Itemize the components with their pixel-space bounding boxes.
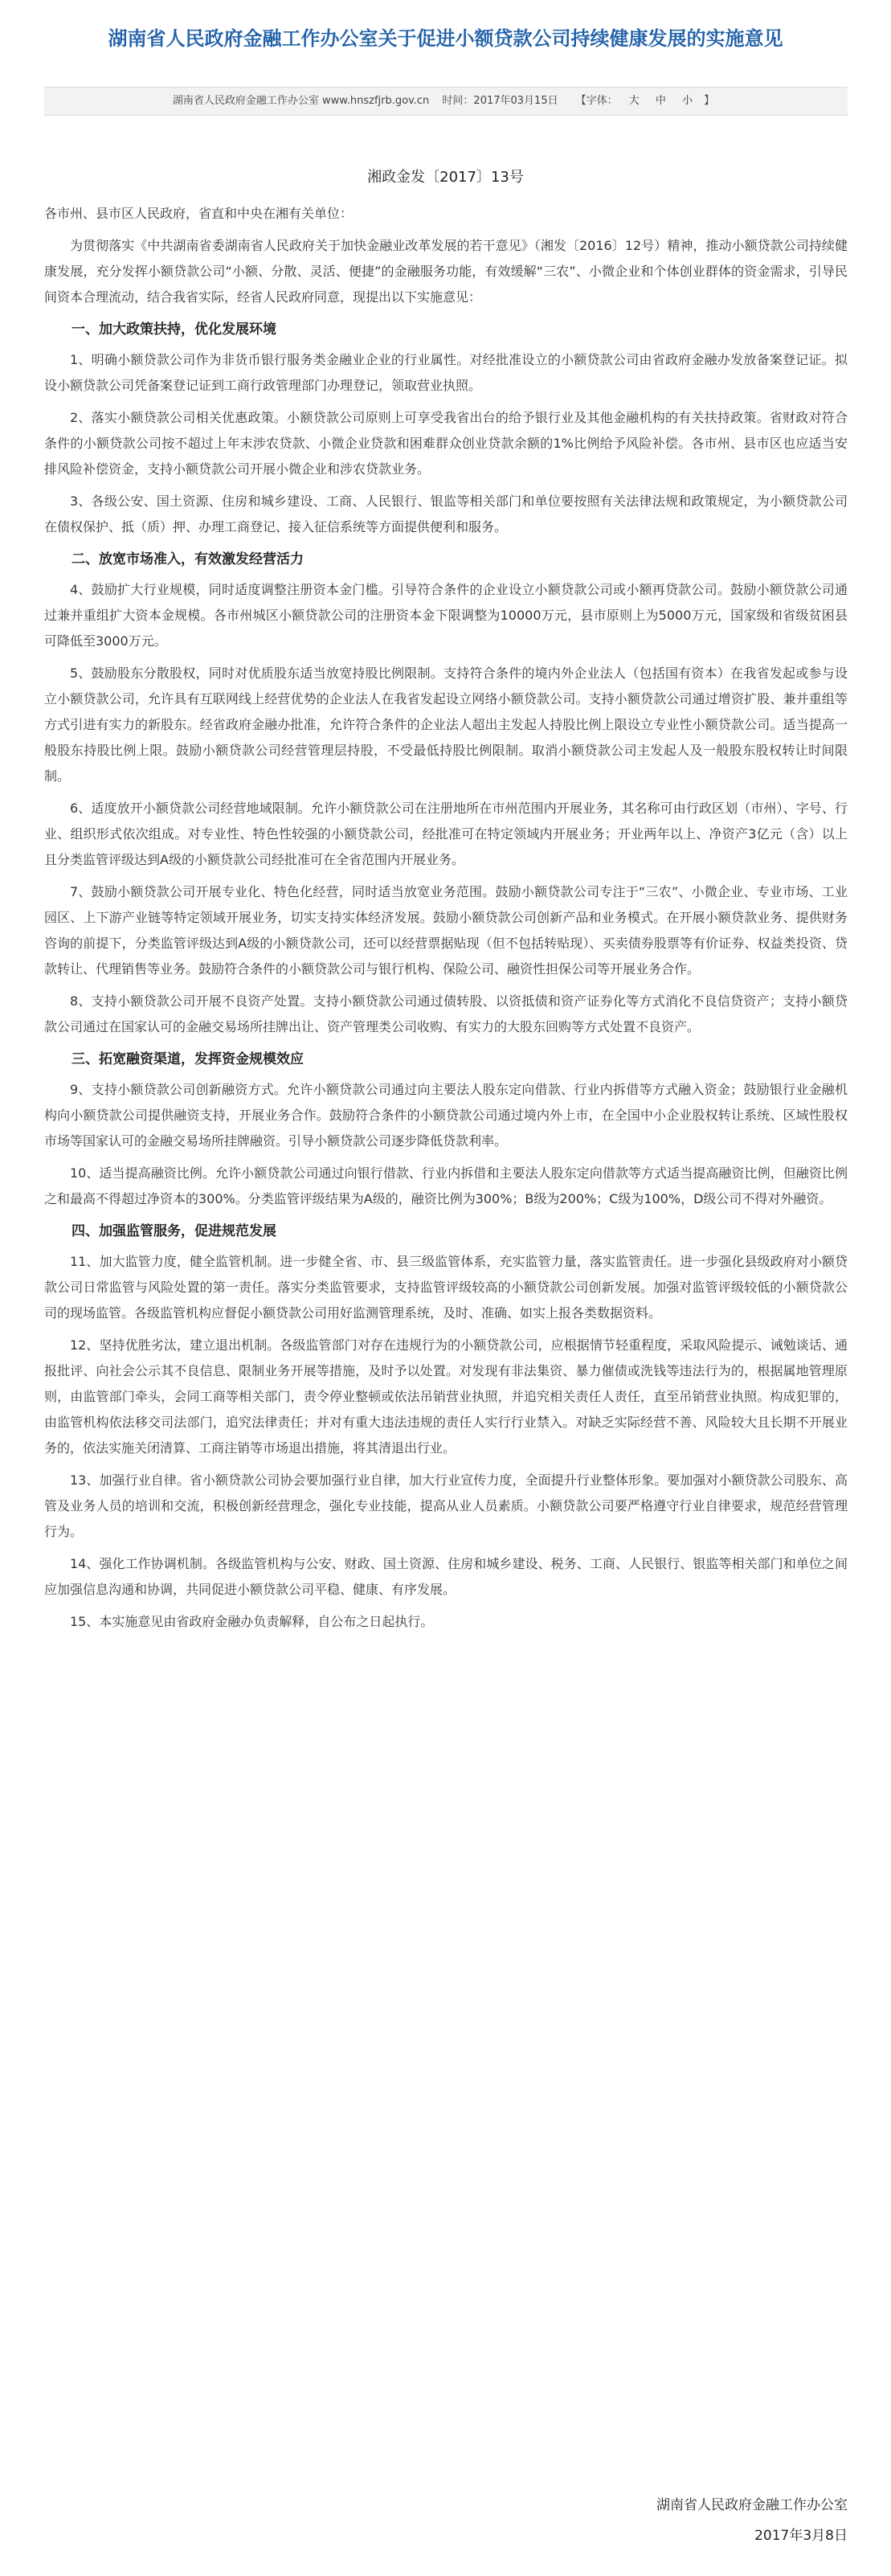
meta-bar <box>44 87 848 116</box>
paragraph: 4、鼓励扩大行业规模，同时适度调整注册资本金门槛。引导符合条件的企业设立小额贷款公司或小额再贷款公司。鼓励小额贷款公司通过兼并重组扩大资本金规模。各市州城区小额贷款公司的注册资本金下限调整为10000万元，县市原则上为5000万元，国家级和省级贫困县可降低至3000万元。 <box>44 582 848 649</box>
paragraph: 7、鼓励小额贷款公司开展专业化、特色化经营，同时适当放宽业务范围。鼓励小额贷款公司专注于“三农”、小微企业、专业市场、工业园区、上下游产业链等特定领域开展业务，切实支持实体经济发展。鼓励小额贷款公司创新产品和业务模式。在开展小额贷款业务、提供财务咨询的前提下，分类监管评级达到A级的小额贷款公司，还可以经营票据贴现（但不包括转贴现）、买卖债券股票等有价证券、权益类投资、贷款转让、代理销售等业务。鼓励符合条件的小额贷款公司与银行机构、保险公司、融资性担保公司等开展业务合作。 <box>44 884 848 977</box>
paragraph: 12、坚持优胜劣汰，建立退出机制。各级监管部门对存在违规行为的小额贷款公司，应根据情节轻重程度，采取风险提示、诫勉谈话、通报批评、向社会公示其不良信息、限制业务开展等措施，及时予以处置。对发现有非法集资、暴力催债或洗钱等违法行为的，根据属地管理原则，由监管部门牵头，会同工商等相关部门，责令停业整顿或依法吊销营业执照，并追究相关责任人责任，直至吊销营业执照。构成犯罪的，由监管机构依法移交司法部门，追究法律责任；并对有重大违法违规的责任人实行行业禁入。对缺乏实际经营不善、风险较大且长期不开展业务的，依法实施关闭清算、工商注销等市场退出措施，将其清退出行业。 <box>44 1337 848 1456</box>
publish-time: 时间：2017年03月15日 <box>442 95 558 107</box>
font-size-label: 【字体： <box>575 95 618 107</box>
font-medium-button[interactable]: 中 <box>655 95 666 107</box>
paragraph: 5、鼓励股东分散股权，同时对优质股东适当放宽持股比例限制。支持符合条件的境内外企业法人（包括国有资本）在我省发起或参与设立小额贷款公司，允许具有互联网线上经营优势的企业法人在我省发起设立网络小额贷款公司。支持小额贷款公司通过增资扩股、兼并重组等方式引进有实力的新股东。经省政府金融办批准，允许符合条件的企业法人超出主发起人持股比例上限设立专业性小额贷款公司。适当提高一般股东持股比例上限。鼓励小额贷款公司经营管理层持股，不受最低持股比例限制。取消小额贷款公司主发起人及一般股东股权转让时间限制。 <box>44 666 848 784</box>
paragraph: 10、适当提高融资比例。允许小额贷款公司通过向银行借款、行业内拆借和主要法人股东定向借款等方式适当提高融资比例，但融资比例之和最高不得超过净资本的300%。分类监管评级结果为A级的，融资比例为300%；B级为200%；C级为100%，D级公司不得对外融资。 <box>44 1165 848 1206</box>
signature-date: 2017年3月8日 <box>754 2528 848 2544</box>
paragraph: 11、加大监管力度，健全监管机制。进一步健全省、市、县三级监管体系，充实监管力量，落实监管责任。进一步强化县级政府对小额贷款公司日常监管与风险处置的第一责任。落实分类监管要求，支持监管评级较高的小额贷款公司创新发展。加强对监管评级较低的小额贷款公司的现场监管。各级监管机构应督促小额贷款公司用好监测管理系统，及时、准确、如实上报各类数据资料。 <box>44 1254 848 1321</box>
section-heading: 二、放宽市场准入，有效激发经营活力 <box>72 551 304 567</box>
paragraph: 3、各级公安、国土资源、住房和城乡建设、工商、人民银行、银监等相关部门和单位要按照有关法律法规和政策规定，为小额贷款公司在债权保护、抵（质）押、办理工商登记、接入征信系统等方面提供便利和服务。 <box>44 493 848 534</box>
section-heading: 三、拓宽融资渠道，发挥资金规模效应 <box>72 1051 304 1067</box>
document-body <box>44 201 848 1641</box>
recipients: 各市州、县市区人民政府，省直和中央在湘有关单位： <box>44 206 354 221</box>
paragraph: 14、强化工作协调机制。各级监管机构与公安、财政、国土资源、住房和城乡建设、税务、工商、人民银行、银监等相关部门和单位之间应加强信息沟通和协调，共同促进小额贷款公司平稳、健康、有序发展。 <box>44 1556 848 1597</box>
signature-block <box>656 2490 848 2551</box>
paragraph: 9、支持小额贷款公司创新融资方式。允许小额贷款公司通过向主要法人股东定向借款、行业内拆借等方式融入资金；鼓励银行业金融机构向小额贷款公司提供融资支持，开展业务合作。鼓励符合条件的小额贷款公司通过境内外上市，在全国中小企业股权转让系统、区域性股权市场等国家认可的金融交易场所挂牌融资。引导小额贷款公司逐步降低贷款利率。 <box>44 1082 848 1149</box>
paragraph: 13、加强行业自律。省小额贷款公司协会要加强行业自律，加大行业宣传力度，全面提升行业整体形象。要加强对小额贷款公司股东、高管及业务人员的培训和交流，积极创新经营理念，强化专业技能，提高从业人员素质。小额贷款公司要严格遵守行业自律要求，规范经营管理行为。 <box>44 1472 848 1539</box>
source-text: 湖南省人民政府金融工作办公室 www.hnszfjrb.gov.cn <box>172 95 430 107</box>
paragraph: 2、落实小额贷款公司相关优惠政策。小额贷款公司原则上可享受我省出台的给予银行业及其他金融机构的有关扶持政策。省财政对符合条件的小额贷款公司按不超过上年末涉农贷款、小微企业贷款和困难群众创业贷款余额的1%比例给予风险补偿。各市州、县市区也应适当安排风险补偿资金，支持小额贷款公司开展小微企业和涉农贷款业务。 <box>44 410 848 477</box>
paragraph: 8、支持小额贷款公司开展不良资产处置。支持小额贷款公司通过债转股、以资抵债和资产证券化等方式消化不良信贷资产；支持小额贷款公司通过在国家认可的金融交易场所挂牌出让、资产管理类公司收购、有实力的大股东回购等方式处置不良资产。 <box>44 993 848 1034</box>
section-heading: 一、加大政策扶持，优化发展环境 <box>72 321 276 338</box>
document-number: 湘政金发〔2017〕13号 <box>367 169 524 186</box>
font-small-button[interactable]: 小 <box>682 95 693 107</box>
section-heading: 四、加强监管服务，促进规范发展 <box>72 1223 276 1239</box>
font-large-button[interactable]: 大 <box>628 95 640 107</box>
font-size-control <box>571 88 719 115</box>
intro-paragraph: 为贯彻落实《中共湖南省委湖南省人民政府关于加快金融业改革发展的若干意见》（湘发〔2016〕12号）精神，推动小额贷款公司持续健康发展，充分发挥小额贷款公司“小额、分散、灵活、便捷”的金融服务功能，有效缓解“三农”、小微企业和个体创业群体的资金需求，引导民间资本合理流动，结合我省实际，经省人民政府同意，现提出以下实施意见： <box>44 238 848 305</box>
paragraph: 15、本实施意见由省政府金融办负责解释，自公布之日起执行。 <box>70 1614 434 1629</box>
paragraph: 1、明确小额贷款公司作为非货币银行服务类金融业企业的行业属性。对经批准设立的小额贷款公司由省政府金融办发放备案登记证。拟设小额贷款公司凭备案登记证到工商行政管理部门办理登记，领取营业执照。 <box>44 352 848 393</box>
paragraph: 6、适度放开小额贷款公司经营地域限制。允许小额贷款公司在注册地所在市州范围内开展业务，其名称可由行政区划（市州）、字号、行业、组织形式依次组成。对专业性、特色性较强的小额贷款公司，经批准可在特定领域内开展业务；开业两年以上、净资产3亿元（含）以上且分类监管评级达到A级的小额贷款公司经批准可在全省范围内开展业务。 <box>44 801 848 867</box>
page-title: 湖南省人民政府金融工作办公室关于促进小额贷款公司持续健康发展的实施意见 <box>108 27 783 50</box>
signature: 湖南省人民政府金融工作办公室 <box>656 2497 848 2513</box>
font-size-close: 】 <box>704 95 715 107</box>
